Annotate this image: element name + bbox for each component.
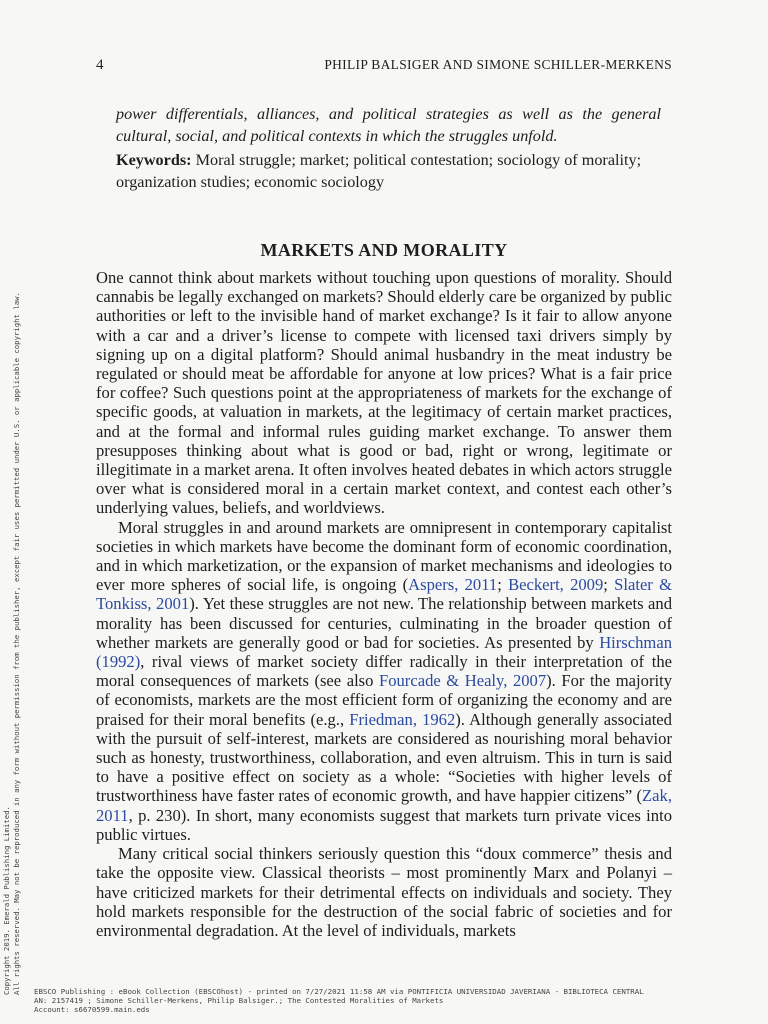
- footer-line-2: AN: 2157419 ; Simone Schiller-Merkens, Philip Balsiger.; The Contested Moralities of Markets: [34, 996, 444, 1005]
- paragraph-text: ). Yet these struggles are not new. The relationship between markets and morality has been discussed for centuries, culminating in the broader question of whether markets are generally good or bad for societies. As presented by: [96, 594, 672, 652]
- paragraph-2: [96, 518, 672, 844]
- citation-link[interactable]: Slater & Tonkiss, 2001: [96, 575, 672, 614]
- running-head: PHILIP BALSIGER AND SIMONE SCHILLER-MERKENS: [324, 57, 672, 72]
- paragraph-text: ). Although generally associated with the pursuit of self-interest, markets are considered as nourishing moral behavior such as honesty, trustworthiness, collaboration, and even altruism. This in turn is said to have a positive effect on society as a whole: “Societies with higher levels of trustworthiness have faster rates of economic growth, and have happier citizens” (: [96, 709, 672, 806]
- section-heading: MARKETS AND MORALITY: [260, 240, 508, 260]
- citation-link[interactable]: Hirschman (1992): [96, 632, 672, 672]
- paragraph-text: Moral struggles in and around markets are omnipresent in contemporary capitalist societies in which markets have become the dominant form of economic coordination, and in which marketization, or the expansion of market mechanisms and ideologies to ever more spheres of social life, is ongoing (: [96, 517, 672, 595]
- keywords: [116, 149, 661, 193]
- body-text: [96, 268, 672, 940]
- paragraph-text: , p. 230). In short, many economists suggest that markets turn private vices into public virtues.: [96, 805, 672, 844]
- keywords-list: Moral struggle; market; political contestation; sociology of morality; organization studies; economic sociology: [116, 151, 642, 191]
- paragraph-3: Many critical social thinkers seriously question this “doux commerce” thesis and take the opposite view. Classical theorists – most prominently Marx and Polanyi – have criticized markets for their detrimental effects on individuals and society. They hold markets responsible for the destruction of the social fabric of societies and for environmental degradation. At the level of individuals, markets: [96, 844, 672, 940]
- page-number: 4: [96, 57, 104, 73]
- citation-link[interactable]: Fourcade & Healy, 2007: [378, 671, 547, 691]
- copyright-line: Copyright 2019. Emerald Publishing Limited.: [2, 806, 11, 995]
- citation-link[interactable]: Zak, 2011: [96, 786, 672, 825]
- citation-link[interactable]: Aspers, 2011: [408, 575, 498, 595]
- citation-link[interactable]: Friedman, 1962: [349, 709, 456, 729]
- page-header: [96, 57, 672, 79]
- rights-line: All rights reserved. May not be reproduced in any form without permission from the publisher, except fair uses permitted under U.S. or applicable copyright law.: [12, 292, 21, 995]
- paragraph-1: One cannot think about markets without touching upon questions of morality. Should cannabis be legally exchanged on markets? Should elderly care be organized by public authorities or left to the invisible hand of market exchange? Is it fair to allow anyone with a car and a driver’s license to compete with licensed taxi drivers simply by signing up on a digital platform? Should animal husbandry in the meat industry be regulated or should meat be affordable for anyone at low prices? What is a fair price for coffee? Such questions point at the appropriateness of markets for the exchange of specific goods, at valuation in markets, at the legitimacy of certain market practices, and at the formal and informal rules guiding market exchange. To answer them presupposes thinking about what is good or bad, right or wrong, legitimate or illegitimate in a market arena. It often involves heated debates in which actors struggle over what is considered moral in a certain market context, and contest each other’s underlying values, beliefs, and worldviews.: [96, 268, 672, 518]
- footer-line-3: Account: s6670599.main.eds: [34, 1005, 150, 1014]
- footer-line-1: EBSCO Publishing : eBook Collection (EBSCOhost) - printed on 7/27/2021 11:58 AM via PONTIFICIA UNIVERSIDAD JAVERIANA - BIBLIOTECA CENTRAL: [34, 987, 644, 996]
- paragraph-text: , rival views of market society differ radically in their interpretation of the moral consequences of markets (see also: [96, 652, 672, 691]
- paragraph-text: ). For the majority of economists, markets are the most efficient form of organizing the economy and are praised for their moral benefits (e.g.,: [96, 671, 672, 729]
- print-footer: [34, 987, 734, 1014]
- paragraph-text: ;: [497, 575, 509, 595]
- citation-link[interactable]: Beckert, 2009: [508, 575, 604, 595]
- abstract-end: power differentials, alliances, and political strategies as well as the general cultural, social, and political contexts in which the struggles unfold.: [116, 105, 661, 145]
- copyright-side-notice: [2, 0, 28, 995]
- paragraph-text: ;: [603, 575, 615, 595]
- keywords-label: Keywords:: [116, 151, 192, 169]
